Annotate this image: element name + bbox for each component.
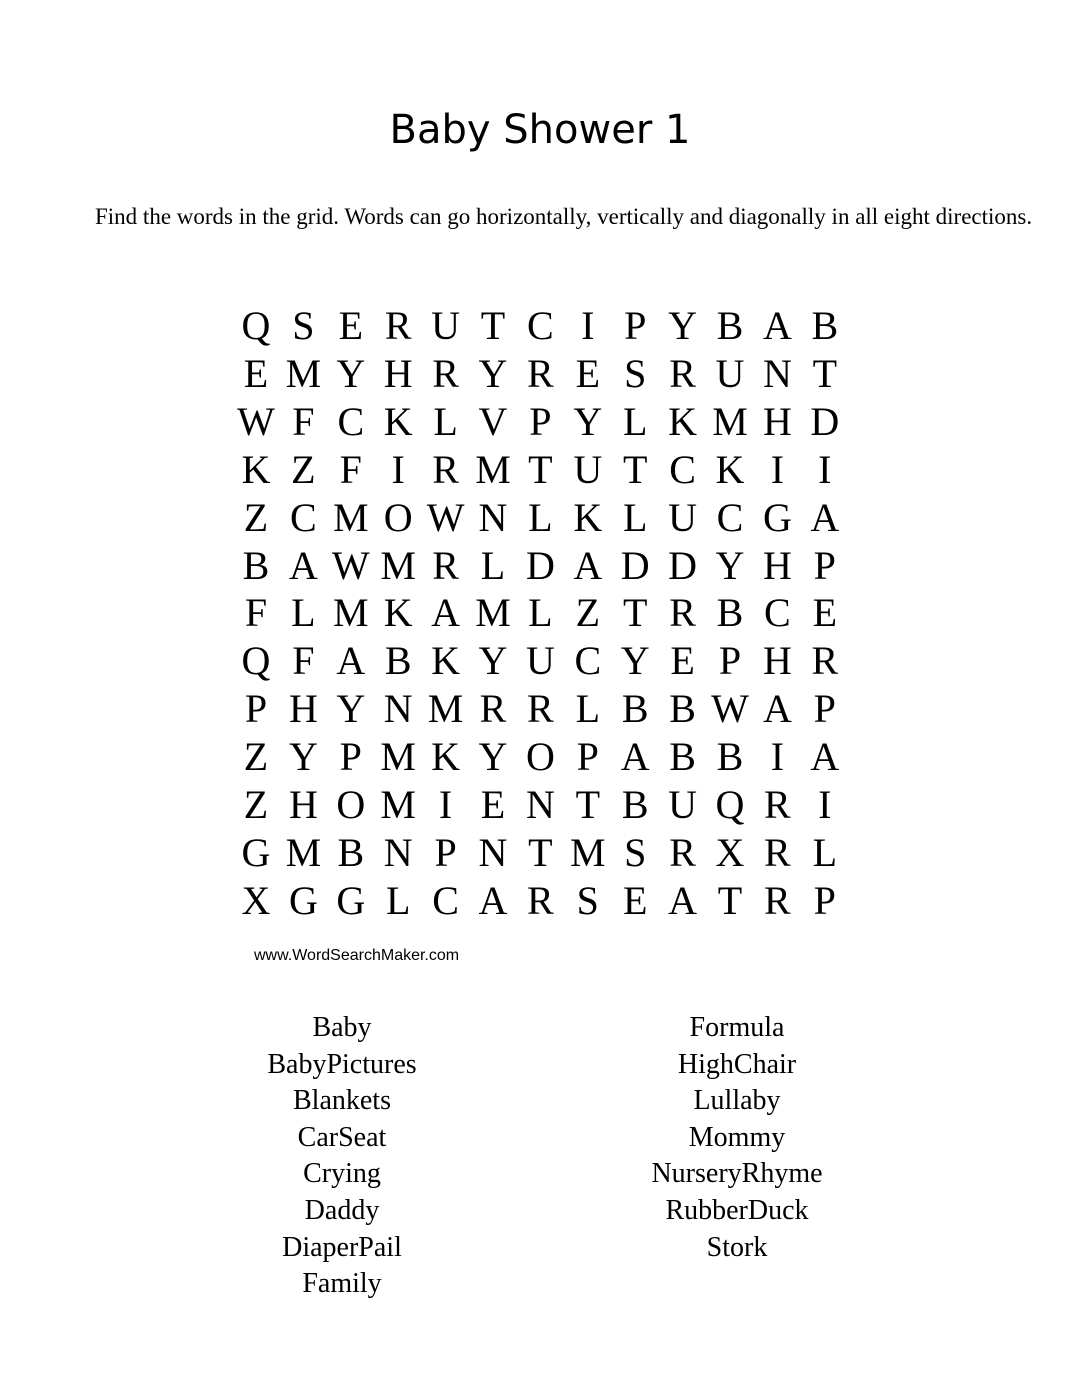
grid-letter: P	[529, 398, 552, 444]
grid-letter: E	[243, 350, 269, 396]
grid-letter: E	[480, 782, 506, 827]
grid-letter: K	[715, 446, 745, 492]
grid-letter: Y	[478, 734, 508, 780]
grid-letter: C	[669, 446, 696, 492]
grid-letter: C	[527, 303, 554, 348]
grid-letter: F	[292, 398, 315, 444]
grid-letter: F	[292, 638, 315, 684]
word-list-right	[587, 1010, 887, 1266]
grid-letter: N	[383, 829, 413, 875]
grid-letter: Y	[478, 638, 508, 684]
grid-letter: L	[622, 398, 648, 444]
grid-letter: W	[331, 542, 370, 588]
grid-letter: Y	[620, 638, 650, 684]
grid-letter: A	[762, 686, 792, 732]
grid-letter: B	[716, 303, 744, 348]
word-list-left	[192, 1010, 492, 1303]
grid-letter: T	[575, 782, 601, 827]
grid-letter: M	[380, 542, 416, 588]
grid-letter: P	[813, 686, 836, 732]
word-list-item: Crying	[303, 1158, 381, 1190]
grid-letter: A	[668, 877, 698, 923]
grid-letter: U	[715, 350, 745, 396]
grid-letter: T	[622, 446, 648, 492]
grid-letter: A	[336, 638, 366, 684]
grid-letter: C	[764, 590, 791, 636]
grid-letter: Z	[291, 446, 316, 492]
grid-letter: B	[384, 638, 412, 684]
grid-letter: M	[333, 494, 369, 540]
grid-letter: B	[716, 734, 744, 780]
grid-letter: S	[624, 350, 647, 396]
grid-letter: R	[527, 686, 554, 732]
grid-letter: T	[480, 303, 506, 348]
grid-letter: R	[669, 350, 696, 396]
grid-letter: L	[528, 494, 553, 540]
grid-letter: U	[573, 446, 603, 492]
letter-grid	[232, 302, 846, 926]
grid-letter: Z	[243, 734, 269, 780]
grid-letter: G	[288, 877, 318, 923]
word-list-item: Lullaby	[693, 1085, 781, 1117]
grid-letter: B	[337, 829, 365, 875]
instructions-text: Find the words in the grid. Words can go horizontally, vertically and diagonally in all eight directions.	[95, 204, 1033, 229]
grid-letter: O	[336, 782, 366, 827]
grid-letter: C	[716, 494, 744, 540]
grid-letter: H	[383, 350, 413, 396]
grid-letter: M	[380, 734, 416, 780]
grid-letter: C	[432, 877, 459, 923]
grid-letter: B	[242, 542, 270, 588]
grid-letter: M	[475, 590, 511, 636]
grid-letter: C	[290, 494, 317, 540]
grid-letter: S	[576, 877, 599, 923]
grid-letter: S	[624, 829, 647, 875]
grid-letter: I	[581, 303, 595, 348]
grid-letter: L	[433, 398, 458, 444]
grid-letter: W	[237, 398, 275, 444]
grid-letter: Q	[241, 303, 271, 348]
grid-letter: P	[576, 734, 599, 780]
grid-letter: W	[711, 686, 749, 732]
grid-letter: Q	[241, 638, 271, 684]
grid-letter: K	[668, 398, 698, 444]
grid-letter: P	[813, 877, 836, 923]
grid-letter: C	[337, 398, 365, 444]
grid-letter: I	[818, 446, 832, 492]
grid-letter: N	[478, 494, 508, 540]
grid-letter: A	[478, 877, 508, 923]
grid-letter: N	[762, 350, 792, 396]
grid-letter: R	[669, 590, 696, 636]
grid-letter: R	[527, 350, 554, 396]
grid-letter: I	[770, 734, 785, 780]
word-list-item: Mommy	[688, 1121, 786, 1153]
grid-letter: G	[336, 877, 366, 923]
grid-letter: V	[478, 398, 508, 444]
grid-letter: U	[525, 638, 555, 684]
grid-letter: H	[288, 686, 318, 732]
grid-letter: A	[810, 734, 840, 780]
grid-letter: M	[285, 829, 322, 875]
grid-letter: R	[669, 829, 696, 875]
grid-letter: L	[528, 590, 553, 636]
grid-letter: Z	[575, 590, 601, 636]
grid-letter: X	[241, 877, 271, 923]
grid-letter: P	[434, 829, 457, 875]
grid-letter: L	[575, 686, 601, 732]
word-list-item: Daddy	[304, 1194, 380, 1226]
grid-letter: B	[621, 686, 649, 732]
grid-letter: T	[622, 590, 648, 636]
word-list-item: RubberDuck	[665, 1194, 809, 1226]
grid-letter: T	[528, 829, 553, 875]
grid-letter: T	[528, 446, 553, 492]
grid-letter: K	[431, 638, 461, 684]
grid-letter: U	[668, 494, 698, 540]
grid-letter: T	[812, 350, 838, 396]
grid-letter: Y	[336, 350, 366, 396]
grid-letter: A	[762, 303, 792, 348]
word-list-item: NurseryRhyme	[651, 1158, 823, 1190]
grid-letter: L	[291, 590, 316, 636]
grid-letter: N	[383, 686, 413, 732]
grid-letter: D	[525, 542, 555, 588]
grid-letter: Y	[573, 398, 603, 444]
word-list-item: Formula	[689, 1012, 785, 1043]
grid-letter: F	[339, 446, 362, 492]
grid-letter: S	[292, 303, 315, 348]
grid-letter: Y	[668, 303, 698, 348]
grid-letter: G	[241, 829, 271, 875]
grid-letter: E	[575, 350, 601, 396]
grid-letter: R	[527, 877, 554, 923]
grid-letter: I	[391, 446, 405, 492]
grid-letter: A	[620, 734, 650, 780]
grid-letter: K	[431, 734, 461, 780]
grid-letter: K	[383, 398, 413, 444]
grid-letter: N	[478, 829, 508, 875]
grid-letter: D	[668, 542, 698, 588]
grid-letter: R	[764, 782, 791, 827]
grid-letter: I	[438, 782, 453, 827]
grid-letter: Z	[243, 494, 269, 540]
grid-letter: O	[383, 494, 413, 540]
grid-letter: M	[380, 782, 416, 827]
grid-letter: N	[525, 782, 555, 827]
word-list-item: Blankets	[293, 1085, 391, 1117]
grid-letter: R	[811, 638, 839, 684]
grid-letter: H	[762, 542, 792, 588]
grid-letter: H	[288, 782, 318, 827]
grid-letter: B	[621, 782, 649, 827]
grid-letter: A	[573, 542, 603, 588]
grid-letter: Y	[336, 686, 366, 732]
grid-letter: L	[385, 877, 411, 923]
grid-letter: E	[670, 638, 695, 684]
grid-letter: B	[716, 590, 744, 636]
grid-letter: P	[813, 542, 836, 588]
grid-letter: M	[427, 686, 464, 732]
grid-letter: K	[573, 494, 603, 540]
grid-letter: C	[574, 638, 602, 684]
grid-letter: R	[764, 829, 791, 875]
grid-letter: T	[717, 877, 743, 923]
grid-letter: U	[668, 782, 698, 827]
grid-letter: A	[431, 590, 461, 636]
grid-letter: R	[432, 350, 459, 396]
grid-letter: U	[431, 303, 461, 348]
website-credit: www.WordSearchMaker.com	[254, 947, 460, 964]
grid-letter: B	[669, 686, 696, 732]
grid-letter: M	[333, 590, 369, 636]
grid-letter: Z	[243, 782, 269, 827]
grid-letter: R	[384, 303, 412, 348]
word-list-item: Family	[302, 1268, 382, 1300]
grid-letter: D	[810, 398, 840, 444]
grid-letter: R	[479, 686, 507, 732]
word-list-item: Stork	[706, 1231, 768, 1263]
page-title: Baby Shower 1	[389, 107, 691, 153]
grid-letter: Y	[478, 350, 508, 396]
grid-letter: R	[432, 446, 459, 492]
grid-letter: P	[244, 686, 268, 732]
grid-letter: W	[426, 494, 465, 540]
grid-letter: L	[480, 542, 506, 588]
grid-letter: P	[624, 303, 647, 348]
grid-letter: L	[622, 494, 648, 540]
grid-letter: P	[339, 734, 362, 780]
grid-letter: M	[712, 398, 748, 444]
grid-letter: K	[241, 446, 271, 492]
grid-letter: A	[288, 542, 318, 588]
grid-letter: A	[810, 494, 840, 540]
grid-letter: K	[383, 590, 413, 636]
grid-letter: R	[432, 542, 459, 588]
grid-letter: D	[620, 542, 650, 588]
grid-letter: P	[718, 638, 742, 684]
grid-letter: M	[475, 446, 511, 492]
grid-letter: B	[669, 734, 696, 780]
word-list-item: BabyPictures	[267, 1048, 417, 1080]
word-list-item: DiaperPail	[282, 1231, 402, 1263]
grid-letter: B	[811, 303, 839, 348]
grid-letter: O	[525, 734, 555, 780]
grid-letter: G	[762, 494, 792, 540]
grid-letter: M	[285, 350, 322, 396]
grid-letter: H	[762, 398, 792, 444]
grid-letter: F	[244, 590, 268, 636]
word-list-item: Baby	[312, 1012, 372, 1043]
grid-letter: Y	[288, 734, 318, 780]
word-list-item: HighChair	[677, 1048, 797, 1080]
grid-letter: H	[762, 638, 792, 684]
grid-letter: E	[812, 590, 838, 636]
grid-letter: X	[715, 829, 745, 875]
grid-letter: E	[622, 877, 648, 923]
grid-letter: Y	[715, 542, 745, 588]
grid-letter: M	[570, 829, 606, 875]
grid-letter: I	[770, 446, 785, 492]
grid-letter: Q	[715, 782, 745, 827]
grid-letter: R	[764, 877, 791, 923]
word-list-item: CarSeat	[297, 1121, 387, 1153]
grid-letter: E	[338, 303, 364, 348]
grid-letter: L	[812, 829, 838, 875]
grid-letter: I	[818, 782, 832, 827]
